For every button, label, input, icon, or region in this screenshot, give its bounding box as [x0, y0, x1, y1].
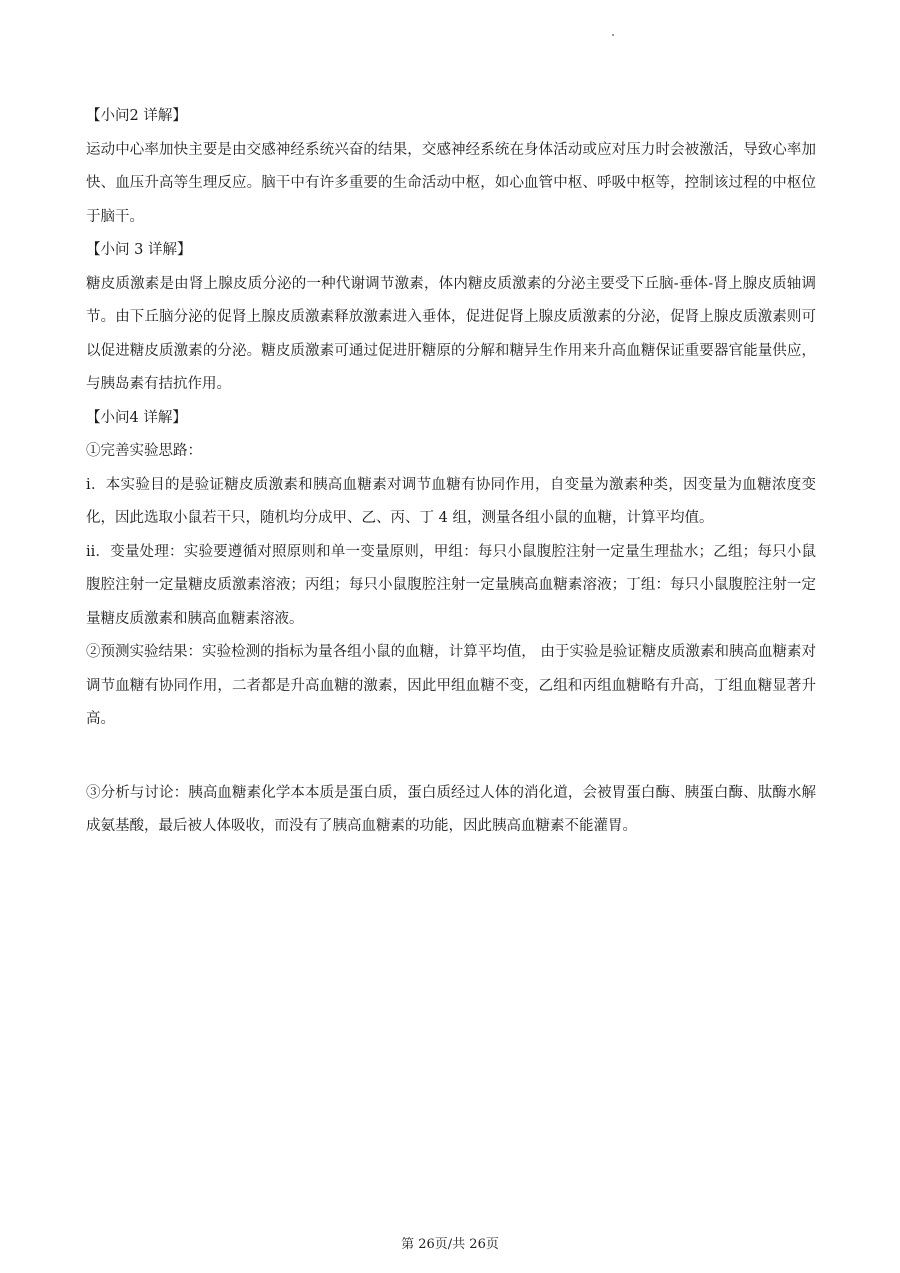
q2-explanation: 运动中心率加快主要是由交感神经系统兴奋的结果，交感神经系统在身体活动或应对压力时会被激活，导致心率加快、血压升高等生理反应。脑干中有许多重要的生命活动中枢，如心血管中枢、呼吸中枢等，控制该过程的中枢位于脑干。	[86, 141, 816, 225]
q4-step-i: i．本实验目的是验证糖皮质激素和胰高血糖素对调节血糖有协同作用，自变量为激素种类，因变量为血糖浓度变化，因此选取小鼠若干只，随机均分成甲、乙、丙、丁 4 组，测量各组小鼠的血糖，计算平均值。	[86, 476, 816, 526]
page-number-footer: 第 26页/共 26页	[401, 1237, 499, 1252]
section-heading-q4: 【小问4 详解】	[86, 409, 187, 426]
section-heading-q2: 【小问2 详解】	[86, 108, 187, 124]
q4-step-ii: ii．变量处理：实验要遵循对照原则和单一变量原则，甲组：每只小鼠腹腔注射一定量生理盐水；乙组；每只小鼠腹腔注射一定量糖皮质激素溶液；丙组；每只小鼠腹腔注射一定量胰高血糖素溶液；丁组：每只小鼠腹腔注射一定量糖皮质激素和胰高血糖素溶液。	[86, 543, 816, 627]
scan-mark	[612, 34, 614, 36]
q4-analysis-discussion: ③分析与讨论：胰高血糖素化学本本质是蛋白质，蛋白质经过人体的消化道，会被胃蛋白酶、胰蛋白酶、肽酶水解成氨基酸，最后被人体吸收，而没有了胰高血糖素的功能，因此胰高血糖素不能灌胃。	[86, 784, 816, 834]
section-heading-q3: 【小问 3 详解】	[86, 242, 192, 258]
spacer	[86, 737, 816, 777]
q3-explanation: 糖皮质激素是由肾上腺皮质分泌的一种代谢调节激素，体内糖皮质激素的分泌主要受下丘脑-垂体-肾上腺皮质轴调节。由下丘脑分泌的促肾上腺皮质激素释放激素进入垂体，促进促肾上腺皮质激素的分泌，促肾上腺皮质激素则可以促进糖皮质激素的分泌。糖皮质激素可通过促进肝糖原的分解和糖异生作用来升高血糖保证重要器官能量供应，与胰岛素有拮抗作用。	[86, 275, 816, 392]
q4-predicted-results: ②预测实验结果：实验检测的指标为量各组小鼠的血糖，计算平均值， 由于实验是验证糖皮质激素和胰高血糖素对调节血糖有协同作用，二者都是升高血糖的激素，因此甲组血糖不变，乙组和丙组血糖略有升高，丁组血糖显著升高。	[86, 644, 816, 727]
q4-experiment-idea-title: ①完善实验思路：	[86, 443, 202, 459]
answer-content	[86, 100, 816, 844]
